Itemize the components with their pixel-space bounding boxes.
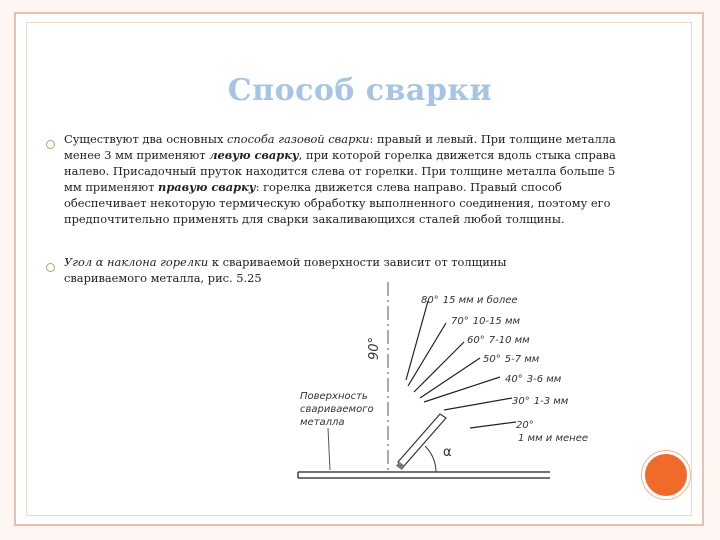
angle-label: 40° 3-6 мм — [505, 374, 562, 385]
angle-label: 50° 5-7 мм — [483, 354, 540, 365]
angle-label: 70° 10-15 мм — [451, 316, 521, 327]
surface-label: Поверхность свариваемого металла — [300, 391, 374, 428]
angle-line-60 — [414, 342, 464, 392]
torch-icon — [396, 414, 446, 470]
surface-leader-line — [328, 428, 330, 470]
angle-label: 80° 15 мм и более — [421, 295, 518, 306]
slide-title: Способ сварки — [227, 73, 493, 108]
angle-label: 60° 7-10 мм — [467, 335, 530, 346]
decorative-orange-circle — [642, 451, 690, 499]
alpha-label: α — [443, 445, 452, 460]
angle-label: 30° 1-3 мм — [512, 396, 569, 407]
angle-label: 1 мм и менее — [518, 433, 589, 444]
paragraph-welding-methods: Существуют два основных способа газовой сварки: правый и левый. При толщине металла менее 3 мм применяют левую сварку, при которой горелка движется вдоль стыка справа налево. Присадочный пруток находится слева от горелки. При толщине металла больше 5 мм применяют правую сварку: горелка движется слева направо. Правый способ обеспечивает некоторую термическую обработку выполненного соединения, поэтому его предпочтительно применять для сварки закаливающихся сталей любой толщины. — [64, 132, 616, 226]
paragraph-torch-angle: Угол α наклона горелки к свариваемой поверхности зависит от толщины свариваемого металла, рис. 5.25 — [64, 255, 507, 285]
angle-line-30 — [444, 398, 512, 410]
angle-label: 20° — [516, 420, 534, 431]
angle-line-50 — [420, 358, 480, 398]
angle-line-20 — [470, 422, 516, 428]
angle-line-40 — [424, 377, 500, 402]
angle-line-80 — [406, 301, 428, 380]
vertical-angle-label: 90° — [367, 336, 382, 360]
alpha-arc — [425, 446, 436, 472]
